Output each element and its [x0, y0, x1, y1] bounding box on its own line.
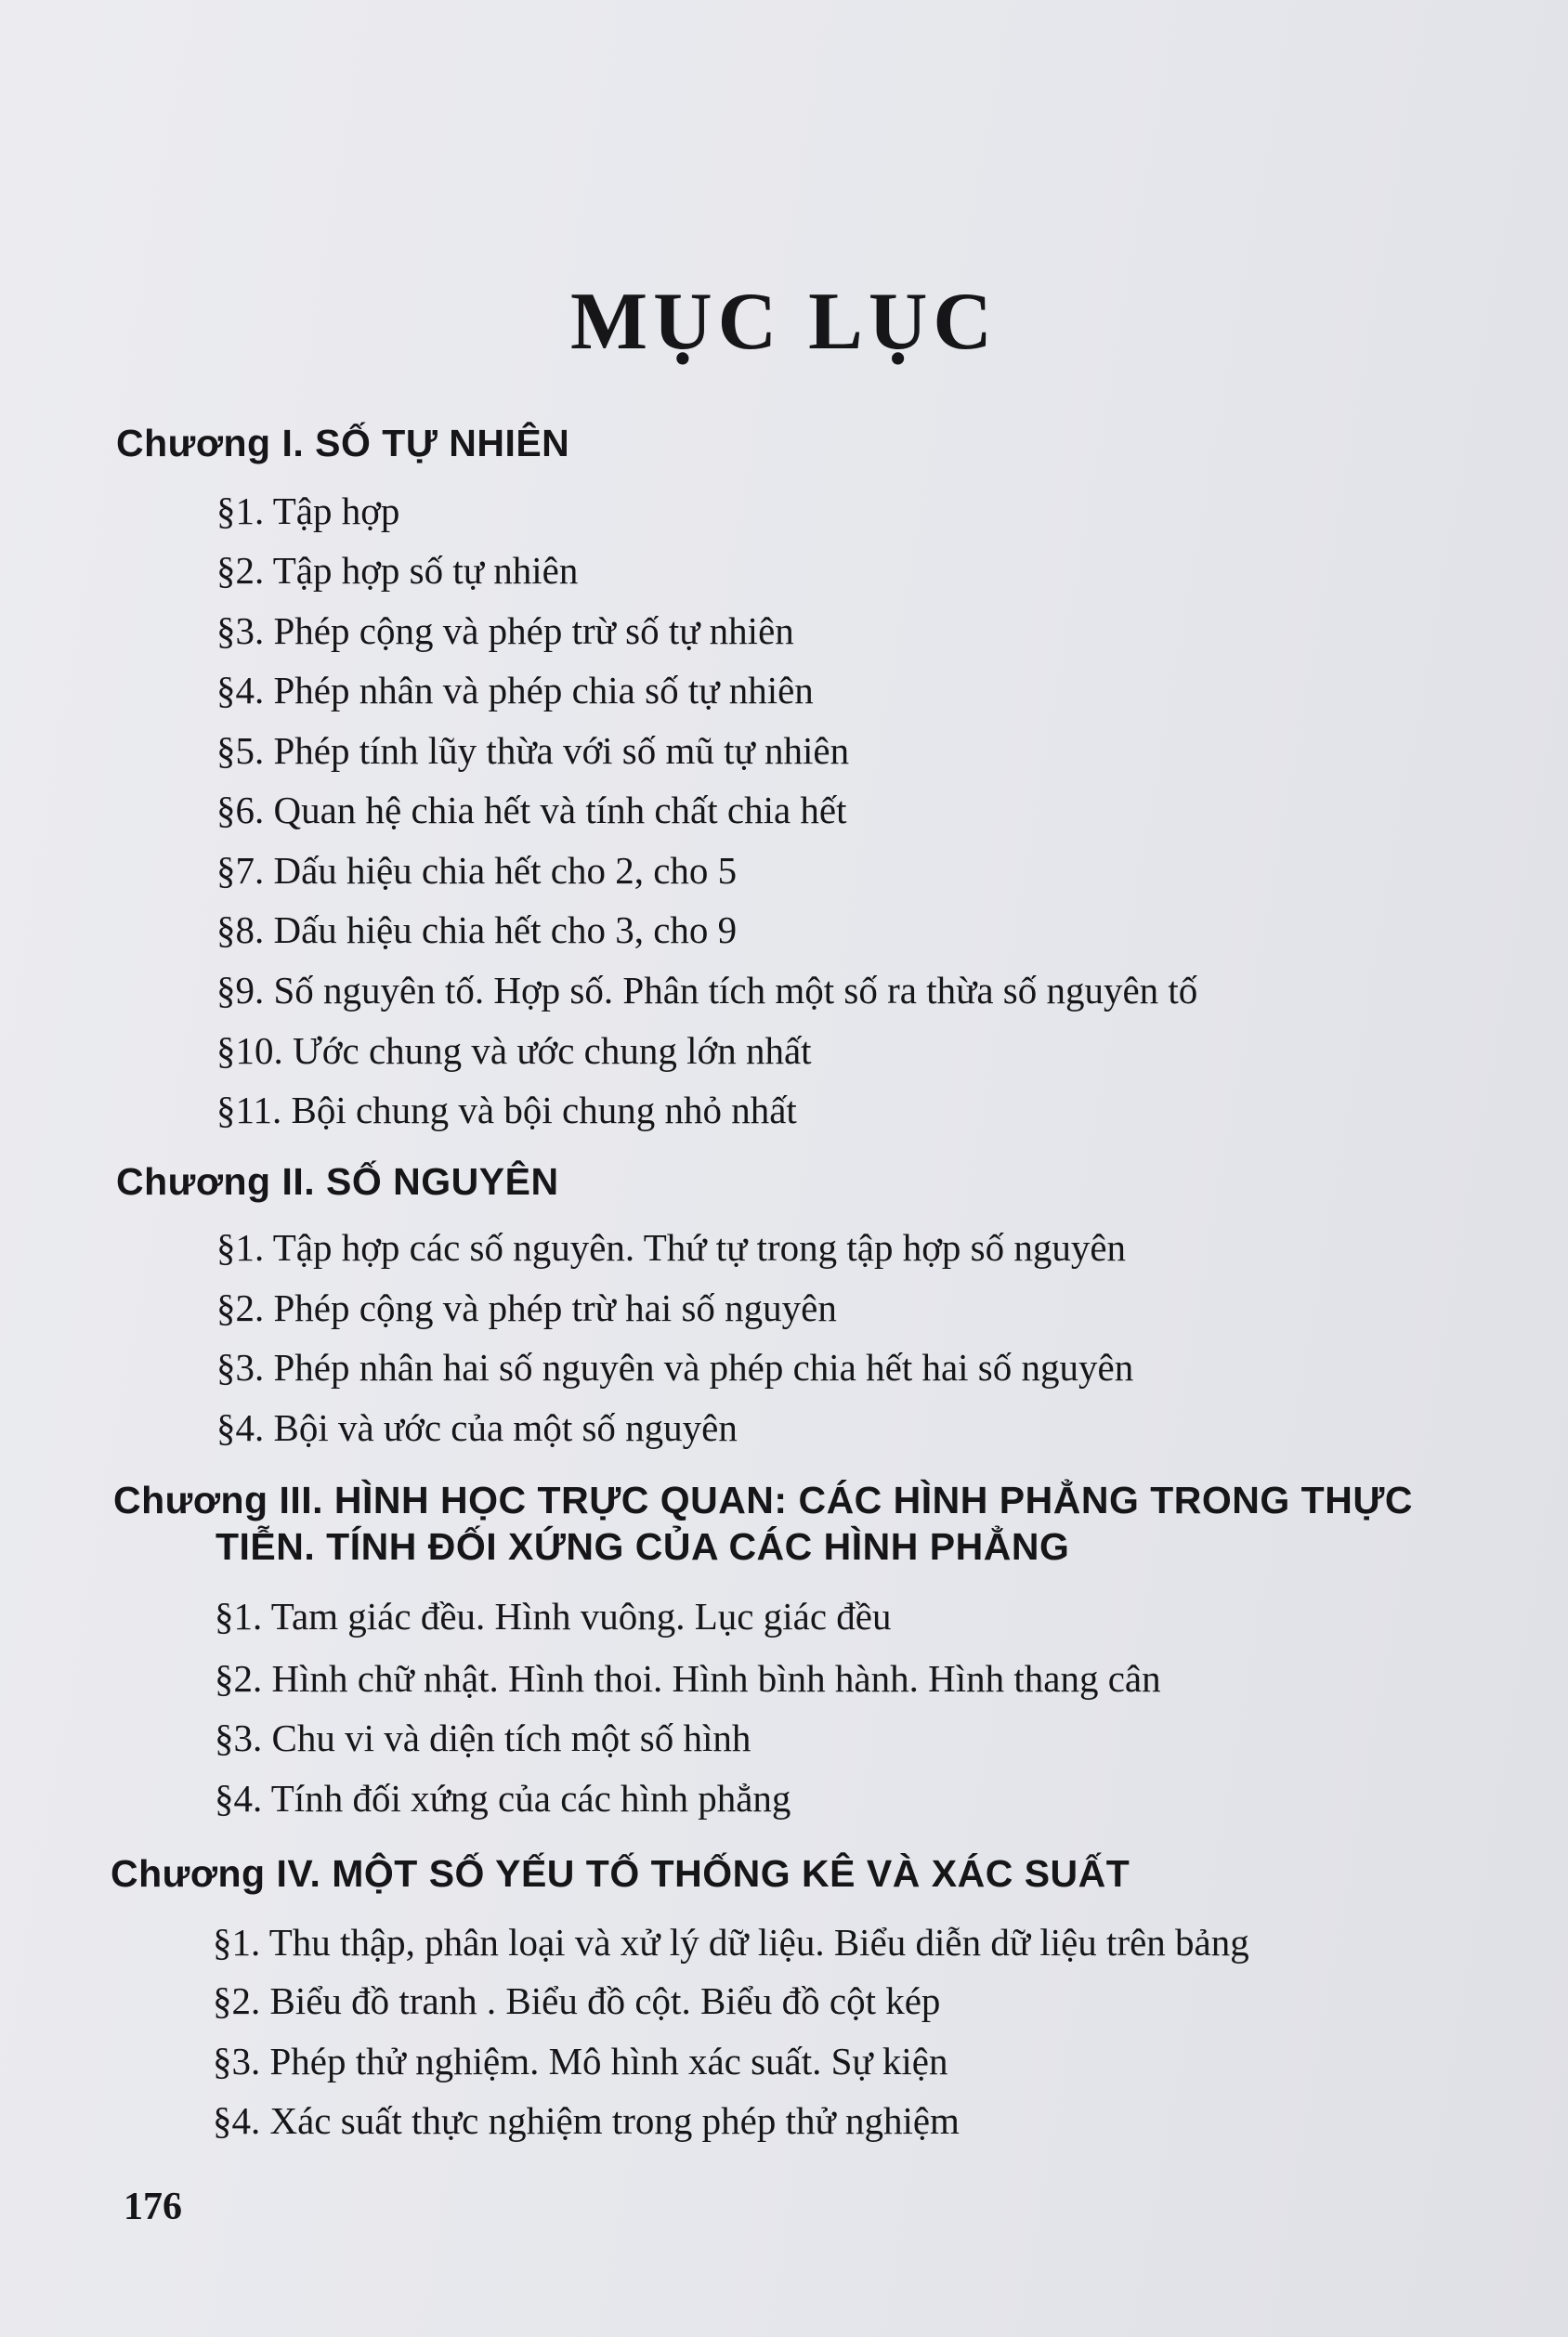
chapter-1-section-8: §8. Dấu hiệu chia hết cho 3, cho 9	[216, 908, 738, 951]
chapter-1-section-11: §11. Bội chung và bội chung nhỏ nhất	[216, 1089, 797, 1131]
chapter-3-heading	[113, 1477, 1413, 1570]
chapter-2-section-1: §1. Tập hợp các số nguyên. Thứ tự trong tập hợp số nguyên	[216, 1226, 1127, 1269]
chapter-3-section-3: §3. Chu vi và diện tích một số hình	[215, 1717, 751, 1759]
chapter-1-section-2: §2. Tập hợp số tự nhiên	[216, 549, 579, 592]
chapter-4-section-1: §1. Thu thập, phân loại và xử lý dữ liệu. Biểu diễn dữ liệu trên bảng	[213, 1921, 1249, 1964]
chapter-3-title-line-2: TIỄN. TÍNH ĐỐI XỨNG CỦA CÁC HÌNH PHẲNG	[216, 1525, 1070, 1568]
page-number: 176	[124, 2186, 182, 2228]
chapter-1-section-10: §10. Ước chung và ước chung lớn nhất	[216, 1029, 812, 1072]
chapter-1-section-4: §4. Phép nhân và phép chia số tự nhiên	[216, 669, 814, 712]
chapter-2-heading	[116, 1158, 559, 1205]
chapter-3-title-line-1: Chương III. HÌNH HỌC TRỰC QUAN: CÁC HÌNH PHẲNG TRONG THỰC	[113, 1479, 1413, 1521]
chapter-1-section-6: §6. Quan hệ chia hết và tính chất chia hết	[216, 789, 847, 831]
chapter-4-section-4: §4. Xác suất thực nghiệm trong phép thử nghiệm	[213, 2099, 960, 2142]
chapter-4-heading	[111, 1850, 1130, 1897]
chapter-1-section-7: §7. Dấu hiệu chia hết cho 2, cho 5	[216, 849, 738, 892]
chapter-1-section-1: §1. Tập hợp	[216, 490, 400, 532]
chapter-1-section-9: §9. Số nguyên tố. Hợp số. Phân tích một số ra thừa số nguyên tố	[216, 969, 1198, 1012]
chapter-1-section-5: §5. Phép tính lũy thừa với số mũ tự nhiên	[216, 729, 850, 772]
chapter-2-section-4: §4. Bội và ước của một số nguyên	[216, 1406, 738, 1449]
page-title: MỤC LỤC	[570, 277, 998, 367]
chapter-3-section-4: §4. Tính đối xứng của các hình phẳng	[215, 1777, 791, 1820]
chapter-4-section-2: §2. Biểu đồ tranh . Biểu đồ cột. Biểu đồ cột kép	[213, 1979, 941, 2022]
chapter-4-section-3: §3. Phép thử nghiệm. Mô hình xác suất. Sự kiện	[213, 2040, 948, 2082]
chapter-4-title: Chương IV. MỘT SỐ YẾU TỐ THỐNG KÊ VÀ XÁC SUẤT	[111, 1852, 1130, 1895]
chapter-2-title: Chương II. SỐ NGUYÊN	[116, 1160, 559, 1203]
chapter-1-section-3: §3. Phép cộng và phép trừ số tự nhiên	[216, 609, 794, 652]
chapter-2-section-3: §3. Phép nhân hai số nguyên và phép chia hết hai số nguyên	[216, 1346, 1134, 1389]
chapter-3-section-2: §2. Hình chữ nhật. Hình thoi. Hình bình hành. Hình thang cân	[215, 1657, 1161, 1700]
chapter-1-heading	[116, 420, 569, 466]
chapter-2-section-2: §2. Phép cộng và phép trừ hai số nguyên	[216, 1286, 837, 1329]
chapter-1-title: Chương I. SỐ TỰ NHIÊN	[116, 422, 570, 464]
chapter-3-section-1: §1. Tam giác đều. Hình vuông. Lục giác đều	[215, 1595, 892, 1638]
